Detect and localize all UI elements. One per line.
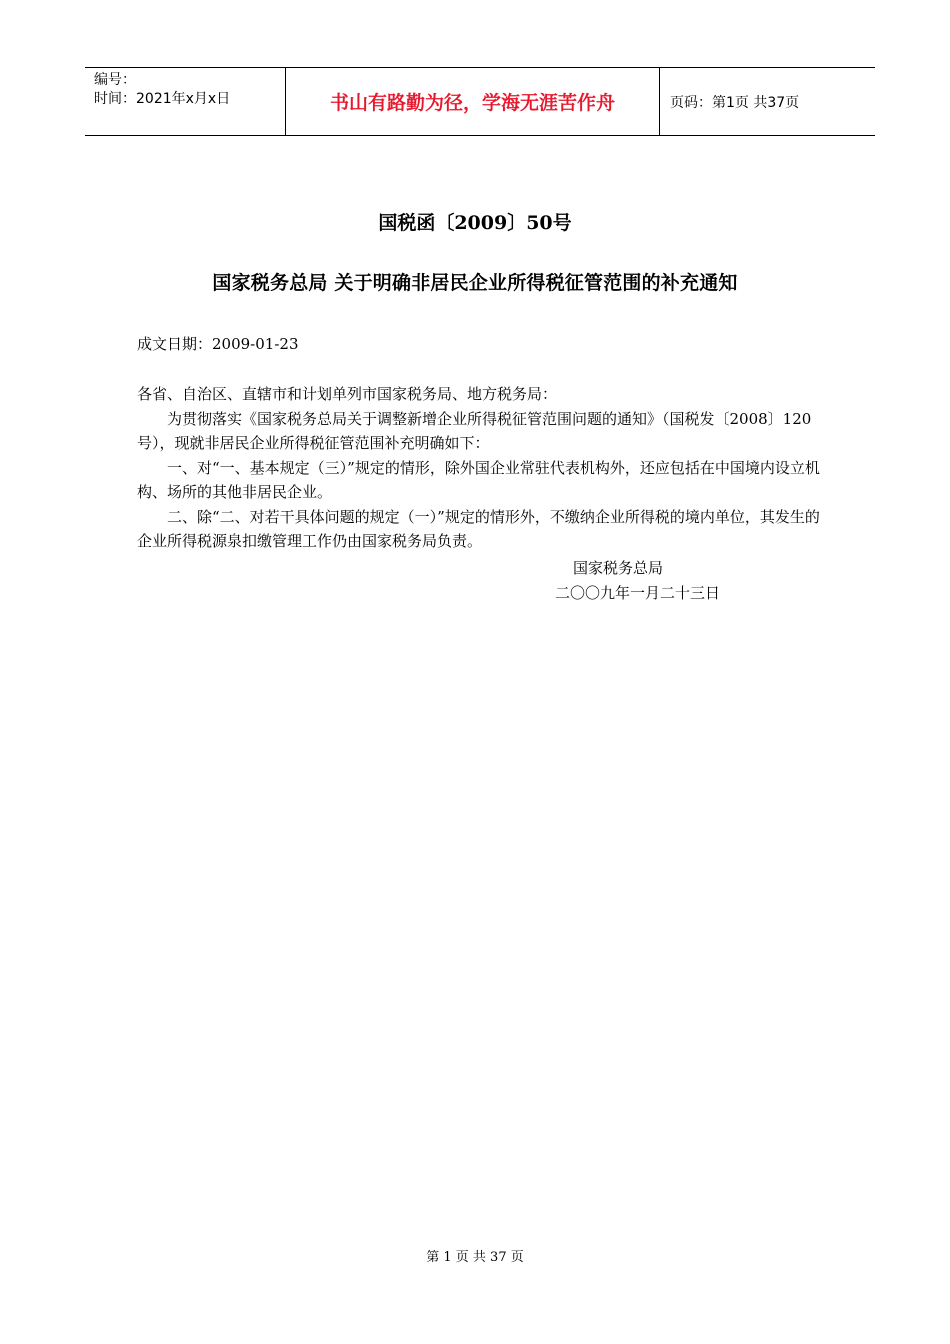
document-date-line: 成文日期：2009-01-23 bbox=[137, 335, 299, 353]
document-paragraph-3: 二、除“二、对若干具体问题的规定（一）”规定的情形外，不缴纳企业所得税的境内单位，其发生的企业所得税源泉扣缴管理工作仍由国家税务局负责。 bbox=[137, 507, 820, 550]
document-salutation: 各省、自治区、直辖市和计划单列市国家税务局、地方税务局： bbox=[137, 385, 558, 403]
signature-org: 国家税务总局 bbox=[573, 559, 664, 577]
header-motto: 书山有路勤为径，学海无涯苦作舟 bbox=[286, 68, 660, 135]
document-number: 国税函〔2009〕50号 bbox=[378, 212, 572, 234]
page-footer: 第 1 页 共 37 页 bbox=[426, 1250, 524, 1265]
signature-date: 二〇〇九年一月二十三日 bbox=[555, 584, 721, 602]
document-title: 国家税务总局 关于明确非居民企业所得税征管范围的补充通知 bbox=[212, 272, 738, 294]
document-body bbox=[137, 382, 827, 554]
document-paragraph-2: 一、对“一、基本规定（三）”规定的情形，除外国企业常驻代表机构外，还应包括在中国境内设立机构、场所的其他非居民企业。 bbox=[137, 458, 820, 501]
header-page-info: 页码：第1页 共37页 bbox=[670, 94, 800, 111]
document-paragraph-1: 为贯彻落实《国家税务总局关于调整新增企业所得税征管范围问题的通知》（国税发〔2008〕120号），现就非居民企业所得税征管范围补充明确如下： bbox=[137, 409, 812, 452]
header-number-label: 编号： bbox=[94, 72, 136, 88]
header-table bbox=[85, 67, 875, 136]
header-meta-cell bbox=[85, 68, 286, 135]
header-time-label: 时间：2021年x月x日 bbox=[94, 91, 231, 107]
